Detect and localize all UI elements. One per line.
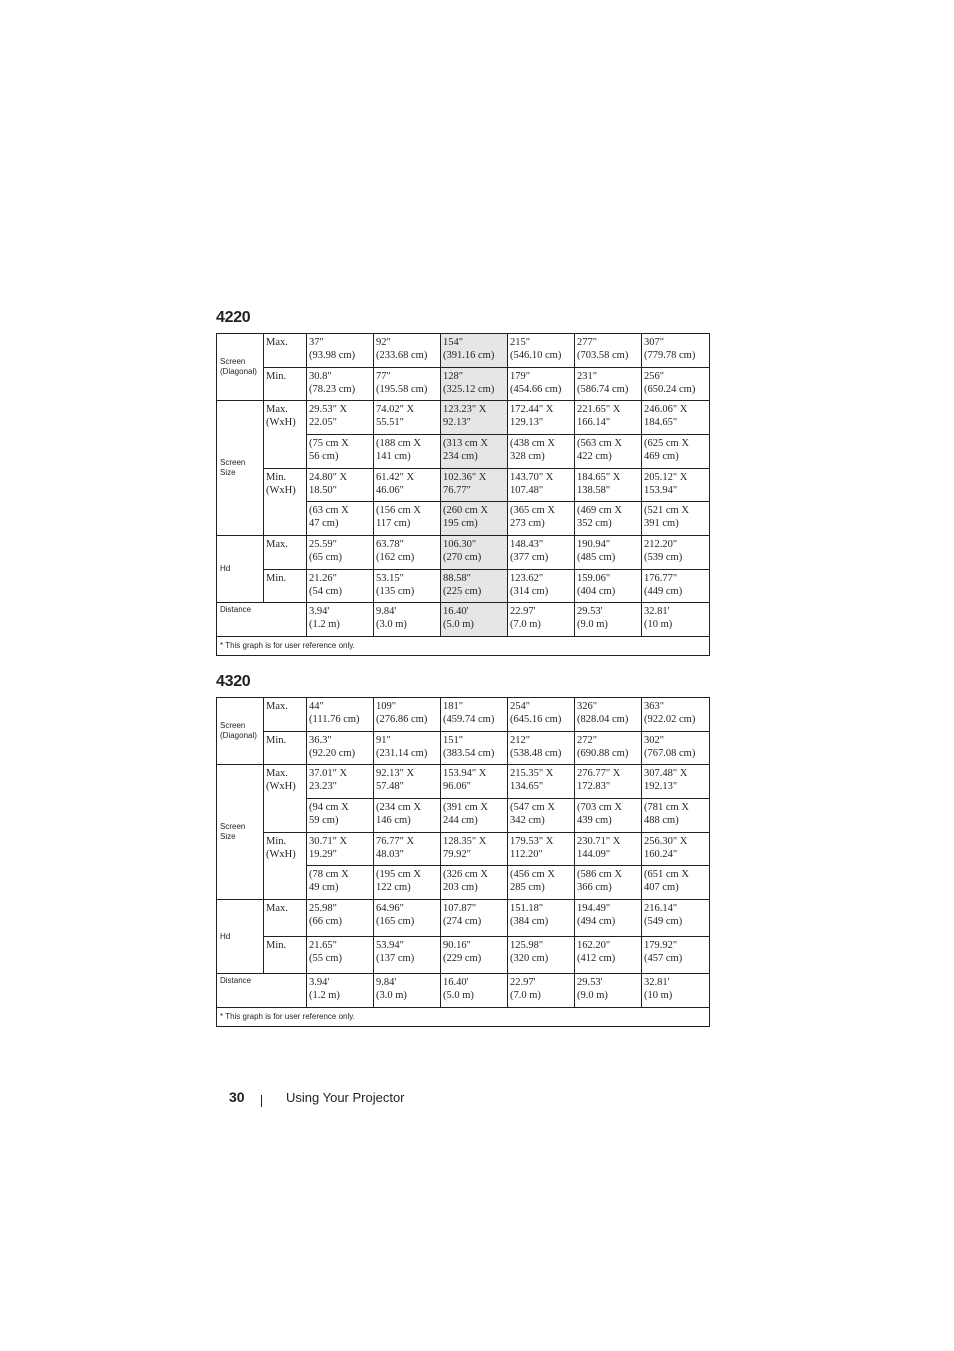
value-cell: 205.12" X 153.94": [642, 469, 710, 502]
table-row: [217, 401, 710, 435]
row-header-hd: Hd: [217, 900, 264, 974]
page-number: 30: [229, 1089, 245, 1105]
value-cell: 212" (538.48 cm): [508, 732, 575, 765]
section-title-4320: 4320: [216, 673, 251, 690]
value-cell: (521 cm X 391 cm): [642, 502, 710, 536]
sub-label: Max. (WxH): [264, 765, 307, 833]
value-cell: 302" (767.08 cm): [642, 732, 710, 765]
table-row: [217, 765, 710, 799]
row-header-screen-size: Screen Size: [217, 401, 264, 536]
value-cell: 256.30" X 160.24": [642, 833, 710, 866]
value-cell: 123.62" (314 cm): [508, 570, 575, 603]
value-cell: 159.06" (404 cm): [575, 570, 642, 603]
value-cell: 29.53" X 22.05": [307, 401, 374, 435]
section-title-4220: 4220: [216, 309, 251, 326]
value-cell: 76.77" X 48.03": [374, 833, 441, 866]
value-cell: 176.77" (449 cm): [642, 570, 710, 603]
value-cell: 106.30" (270 cm): [441, 536, 508, 570]
value-cell: (188 cm X 141 cm): [374, 435, 441, 469]
value-cell: 272" (690.88 cm): [575, 732, 642, 765]
value-cell: 276.77" X 172.83": [575, 765, 642, 799]
row-header-distance: Distance: [217, 603, 307, 637]
value-cell: 221.65" X 166.14": [575, 401, 642, 435]
value-cell: (625 cm X 469 cm): [642, 435, 710, 469]
value-cell: 109" (276.86 cm): [374, 698, 441, 732]
sub-label: Min.: [264, 937, 307, 974]
value-cell: 277" (703.58 cm): [575, 334, 642, 368]
value-cell: (260 cm X 195 cm): [441, 502, 508, 536]
value-cell: 53.94" (137 cm): [374, 937, 441, 974]
row-header-screen-diagonal: Screen (Diagonal): [217, 698, 264, 765]
table-note: * This graph is for user reference only.: [217, 637, 710, 656]
value-cell: 24.80" X 18.50": [307, 469, 374, 502]
value-cell: (365 cm X 273 cm): [508, 502, 575, 536]
value-cell: 25.98" (66 cm): [307, 900, 374, 937]
value-cell: 215" (546.10 cm): [508, 334, 575, 368]
value-cell: (586 cm X 366 cm): [575, 866, 642, 900]
value-cell: 326" (828.04 cm): [575, 698, 642, 732]
table-row: [217, 368, 710, 401]
value-cell: 30.8" (78.23 cm): [307, 368, 374, 401]
value-cell: (234 cm X 146 cm): [374, 799, 441, 833]
table-row: [217, 1008, 710, 1027]
value-cell: 21.26" (54 cm): [307, 570, 374, 603]
value-cell: (326 cm X 203 cm): [441, 866, 508, 900]
value-cell: (651 cm X 407 cm): [642, 866, 710, 900]
sub-label: Max.: [264, 698, 307, 732]
table-row: [217, 334, 710, 368]
value-cell: (456 cm X 285 cm): [508, 866, 575, 900]
value-cell: 179.92" (457 cm): [642, 937, 710, 974]
table-row: [217, 603, 710, 637]
value-cell: 125.98" (320 cm): [508, 937, 575, 974]
value-cell: 190.94" (485 cm): [575, 536, 642, 570]
sub-label: Max.: [264, 334, 307, 368]
value-cell: 148.43" (377 cm): [508, 536, 575, 570]
value-cell: 92" (233.68 cm): [374, 334, 441, 368]
table-row: [217, 570, 710, 603]
sub-label: Min.: [264, 570, 307, 603]
value-cell: (703 cm X 439 cm): [575, 799, 642, 833]
value-cell: 3.94' (1.2 m): [307, 974, 374, 1008]
value-cell: 22.97' (7.0 m): [508, 974, 575, 1008]
table-row: [217, 974, 710, 1008]
value-cell: 91" (231.14 cm): [374, 732, 441, 765]
value-cell: 53.15" (135 cm): [374, 570, 441, 603]
sub-label: Min.: [264, 732, 307, 765]
value-cell: (313 cm X 234 cm): [441, 435, 508, 469]
value-cell: (563 cm X 422 cm): [575, 435, 642, 469]
value-cell: 128.35" X 79.92": [441, 833, 508, 866]
value-cell: (94 cm X 59 cm): [307, 799, 374, 833]
value-cell: 179.53" X 112.20": [508, 833, 575, 866]
value-cell: 153.94" X 96.06": [441, 765, 508, 799]
value-cell: 16.40' (5.0 m): [441, 974, 508, 1008]
spec-table-4320: [216, 697, 710, 1027]
value-cell: 63.78" (162 cm): [374, 536, 441, 570]
row-header-screen-size: Screen Size: [217, 765, 264, 900]
sub-label: Max. (WxH): [264, 401, 307, 469]
value-cell: 16.40' (5.0 m): [441, 603, 508, 637]
table-row: [217, 900, 710, 937]
value-cell: 230.71" X 144.09": [575, 833, 642, 866]
table-note: * This graph is for user reference only.: [217, 1008, 710, 1027]
value-cell: 74.02" X 55.51": [374, 401, 441, 435]
value-cell: 9.84' (3.0 m): [374, 603, 441, 637]
value-cell: 151" (383.54 cm): [441, 732, 508, 765]
value-cell: 32.81' (10 m): [642, 603, 710, 637]
table-row: [217, 469, 710, 502]
value-cell: 29.53' (9.0 m): [575, 603, 642, 637]
value-cell: 37" (93.98 cm): [307, 334, 374, 368]
sub-label: Min.: [264, 368, 307, 401]
row-header-distance: Distance: [217, 974, 307, 1008]
value-cell: 3.94' (1.2 m): [307, 603, 374, 637]
value-cell: 194.49" (494 cm): [575, 900, 642, 937]
value-cell: (547 cm X 342 cm): [508, 799, 575, 833]
value-cell: (438 cm X 328 cm): [508, 435, 575, 469]
value-cell: 307.48" X 192.13": [642, 765, 710, 799]
value-cell: 88.58" (225 cm): [441, 570, 508, 603]
value-cell: 102.36" X 76.77": [441, 469, 508, 502]
value-cell: 254" (645.16 cm): [508, 698, 575, 732]
value-cell: 77" (195.58 cm): [374, 368, 441, 401]
value-cell: 216.14" (549 cm): [642, 900, 710, 937]
table-row: [217, 536, 710, 570]
value-cell: 162.20" (412 cm): [575, 937, 642, 974]
table-row: [217, 732, 710, 765]
value-cell: (156 cm X 117 cm): [374, 502, 441, 536]
table-row: [217, 937, 710, 974]
value-cell: 181" (459.74 cm): [441, 698, 508, 732]
footer-title: Using Your Projector: [286, 1090, 405, 1105]
value-cell: 151.18" (384 cm): [508, 900, 575, 937]
value-cell: 128" (325.12 cm): [441, 368, 508, 401]
value-cell: (781 cm X 488 cm): [642, 799, 710, 833]
value-cell: (63 cm X 47 cm): [307, 502, 374, 536]
value-cell: 172.44" X 129.13": [508, 401, 575, 435]
value-cell: 37.01" X 23.23": [307, 765, 374, 799]
sub-label: Min. (WxH): [264, 833, 307, 900]
value-cell: 90.16" (229 cm): [441, 937, 508, 974]
value-cell: (195 cm X 122 cm): [374, 866, 441, 900]
sub-label: Max.: [264, 536, 307, 570]
row-header-screen-diagonal: Screen (Diagonal): [217, 334, 264, 401]
value-cell: 143.70" X 107.48": [508, 469, 575, 502]
value-cell: 256" (650.24 cm): [642, 368, 710, 401]
value-cell: 32.81' (10 m): [642, 974, 710, 1008]
value-cell: 123.23" X 92.13": [441, 401, 508, 435]
value-cell: 307" (779.78 cm): [642, 334, 710, 368]
value-cell: 36.3" (92.20 cm): [307, 732, 374, 765]
value-cell: 22.97' (7.0 m): [508, 603, 575, 637]
table-row: [217, 698, 710, 732]
value-cell: 363" (922.02 cm): [642, 698, 710, 732]
value-cell: (75 cm X 56 cm): [307, 435, 374, 469]
sub-label: Min. (WxH): [264, 469, 307, 536]
value-cell: 64.96" (165 cm): [374, 900, 441, 937]
value-cell: 215.35" X 134.65": [508, 765, 575, 799]
value-cell: 246.06" X 184.65": [642, 401, 710, 435]
value-cell: 29.53' (9.0 m): [575, 974, 642, 1008]
row-header-hd: Hd: [217, 536, 264, 603]
value-cell: 30.71" X 19.29": [307, 833, 374, 866]
footer-divider: [261, 1095, 262, 1107]
table-row: [217, 637, 710, 656]
value-cell: 44" (111.76 cm): [307, 698, 374, 732]
value-cell: 212.20" (539 cm): [642, 536, 710, 570]
value-cell: 107.87" (274 cm): [441, 900, 508, 937]
value-cell: (469 cm X 352 cm): [575, 502, 642, 536]
value-cell: (391 cm X 244 cm): [441, 799, 508, 833]
value-cell: 25.59" (65 cm): [307, 536, 374, 570]
sub-label: Max.: [264, 900, 307, 937]
spec-table-4220: [216, 333, 710, 656]
value-cell: 9.84' (3.0 m): [374, 974, 441, 1008]
table-row: [217, 833, 710, 866]
value-cell: 61.42" X 46.06": [374, 469, 441, 502]
value-cell: 92.13" X 57.48": [374, 765, 441, 799]
value-cell: 184.65" X 138.58": [575, 469, 642, 502]
value-cell: 179" (454.66 cm): [508, 368, 575, 401]
value-cell: 21.65" (55 cm): [307, 937, 374, 974]
value-cell: 231" (586.74 cm): [575, 368, 642, 401]
value-cell: 154" (391.16 cm): [441, 334, 508, 368]
value-cell: (78 cm X 49 cm): [307, 866, 374, 900]
